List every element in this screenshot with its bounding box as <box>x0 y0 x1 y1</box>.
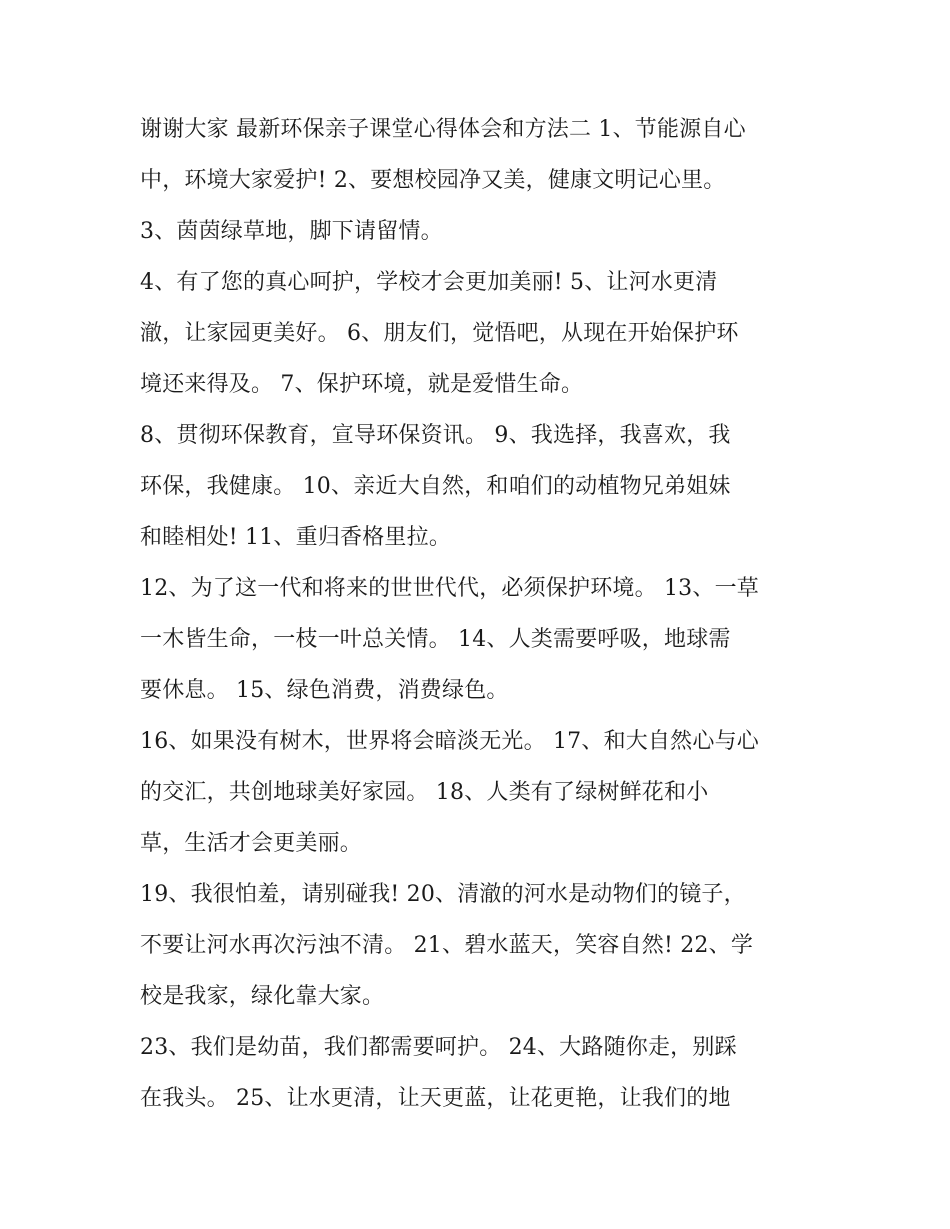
text-line: 在我头。 25、让水更清，让天更蓝，让花更艳，让我们的地 <box>140 1086 731 1111</box>
text-line: 境还来得及。 7、保护环境，就是爱惜生命。 <box>140 372 584 397</box>
text-line: 19、我很怕羞，请别碰我! 20、清澈的河水是动物们的镜子， <box>140 882 746 907</box>
text-line: 12、为了这一代和将来的世世代代，必须保护环境。 13、一草 <box>140 576 759 601</box>
text-line: 环保，我健康。 10、亲近大自然，和咱们的动植物兄弟姐妹 <box>140 474 731 499</box>
text-line: 校是我家，绿化靠大家。 <box>140 984 385 1009</box>
text-line: 要休息。 15、绿色消费，消费绿色。 <box>140 678 509 703</box>
text-line: 16、如果没有树木，世界将会暗淡无光。 17、和大自然心与心 <box>140 729 759 754</box>
text-line: 一木皆生命，一枝一叶总关情。 14、人类需要呼吸，地球需 <box>140 627 731 652</box>
text-line: 的交汇，共创地球美好家园。 18、人类有了绿树鲜花和小 <box>140 780 709 805</box>
text-line: 4、有了您的真心呵护，学校才会更加美丽! 5、让河水更清 <box>140 270 718 295</box>
text-line: 和睦相处! 11、重归香格里拉。 <box>140 525 452 550</box>
text-line: 中，环境大家爱护! 2、要想校园净又美，健康文明记心里。 <box>140 168 726 193</box>
text-line: 谢谢大家 最新环保亲子课堂心得体会和方法二 1、节能源自心 <box>140 117 746 142</box>
text-line: 澈，让家园更美好。 6、朋友们，觉悟吧，从现在开始保护环 <box>140 321 739 346</box>
text-line: 23、我们是幼苗，我们都需要呵护。 24、大路随你走，别踩 <box>140 1035 737 1060</box>
text-line: 3、茵茵绿草地，脚下请留情。 <box>140 219 443 244</box>
text-line: 草，生活才会更美丽。 <box>140 831 363 856</box>
text-line: 不要让河水再次污浊不清。 21、碧水蓝天，笑容自然! 22、学 <box>140 933 754 958</box>
document-body <box>140 104 820 1124</box>
text-line: 8、贯彻环保教育，宣导环保资讯。 9、我选择，我喜欢，我 <box>140 423 731 448</box>
